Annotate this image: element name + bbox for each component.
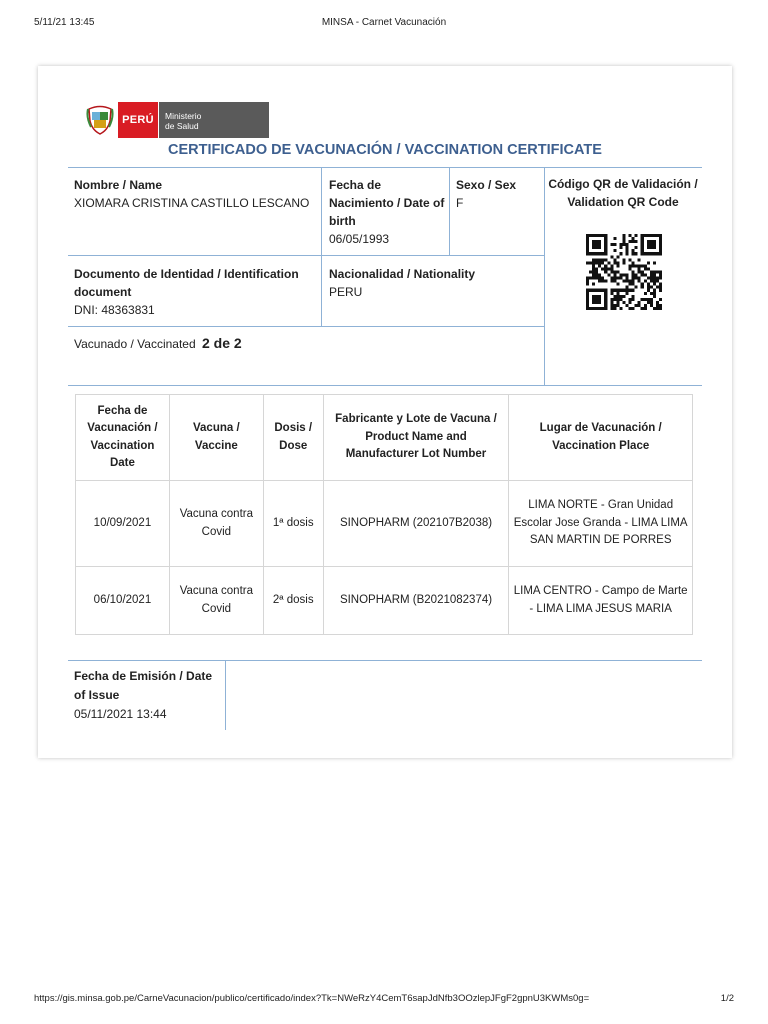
print-header [0,17,768,31]
print-date: 5/11/21 13:45 [34,17,95,28]
row1-vaccine: Vacuna contra Covid [169,481,263,567]
id-label: Documento de Identidad / Identification document [74,267,299,299]
certificate-card [38,66,732,758]
rule-issue [68,660,702,661]
ministry-line-2: de Salud [165,121,199,131]
vaccination-table [75,394,693,635]
peru-brand-label: PERÚ [118,102,158,138]
table-header-row [76,395,693,481]
ministry-line-1: Ministerio [165,111,202,121]
sex-label: Sexo / Sex [456,178,517,192]
header-vaccination-place: Lugar de Vacunación / Vaccination Place [509,395,693,481]
nationality-label: Nacionalidad / Nationality [329,267,476,281]
row2-place: LIMA CENTRO - Campo de Marte - LIMA LIMA JESUS MARIA [509,567,693,635]
sex-value: F [456,196,464,210]
name-cell [74,176,314,212]
header-vaccination-date: Fecha de Vacunación / Vaccination Date [76,395,170,481]
rule-top [68,167,702,168]
sex-cell [456,176,540,212]
header-dose: Dosis / Dose [263,395,323,481]
dob-cell [329,176,445,248]
rule-issue-v [225,660,226,730]
name-value: XIOMARA CRISTINA CASTILLO LESCANO [74,196,310,210]
row2-vaccine: Vacuna contra Covid [169,567,263,635]
nationality-cell [329,265,539,301]
issue-cell [74,667,214,724]
header-product-lot: Fabricante y Lote de Vacuna / Product Name and Manufacturer Lot Number [323,395,509,481]
id-value: DNI: 48363831 [74,303,155,317]
row2-date: 06/10/2021 [76,567,170,635]
qr-code-icon [583,234,665,310]
dob-label: Fecha de Nacimiento / Date of birth [329,178,445,228]
table-row [76,481,693,567]
row2-dose: 2ª dosis [263,567,323,635]
dob-value: 06/05/1993 [329,232,390,246]
vaccinated-label: Vacunado / Vaccinated [74,337,196,351]
issue-label: Fecha de Emisión / Date of Issue [74,669,213,702]
page-number: 1/2 [720,993,734,1004]
row1-dose: 1ª dosis [263,481,323,567]
coat-of-arms-icon [82,102,118,138]
table-row [76,567,693,635]
print-page-title: MINSA - Carnet Vacunación [321,17,447,28]
nationality-value: PERU [329,285,363,299]
page-url: https://gis.minsa.gob.pe/CarneVacunacion/publico/certificado/index?Tk=NWeRzY4CemT6sapJdNfb3OOzlepJFgF2gpnU3KWMs0g= [34,993,590,1004]
row1-date: 10/09/2021 [76,481,170,567]
rule-mid [68,255,544,256]
rule-bottom [68,385,702,386]
row1-product-lot: SINOPHARM (202107B2038) [323,481,509,567]
name-label: Nombre / Name [74,178,163,192]
rule-v2 [449,167,450,255]
rule-v1 [321,167,322,326]
rule-lower [68,326,544,327]
ministry-label [158,102,269,138]
certificate-title: CERTIFICADO DE VACUNACIÓN / VACCINATION CERTIFICATE [168,142,602,158]
header-vaccine: Vacuna / Vaccine [169,395,263,481]
row1-place: LIMA NORTE - Gran Unidad Escolar Jose Granda - LIMA LIMA SAN MARTIN DE PORRES [509,481,693,567]
minsa-logo [82,102,269,138]
vaccinated-value: 2 de 2 [201,335,242,351]
qr-label: Código QR de Validación / Validation QR Code [548,177,698,209]
issue-value: 05/11/2021 13:44 [74,707,167,721]
vaccinated-cell [74,334,534,353]
row2-product-lot: SINOPHARM (B2021082374) [323,567,509,635]
id-cell [74,265,314,319]
